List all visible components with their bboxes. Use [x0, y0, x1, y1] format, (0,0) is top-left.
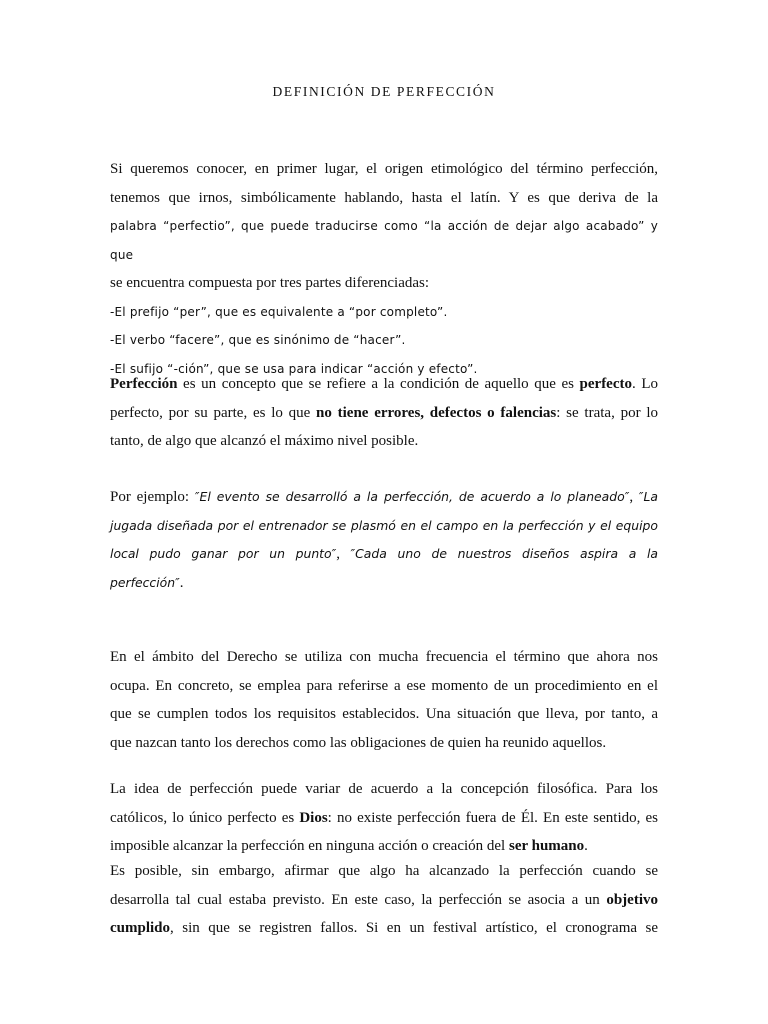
list-item: -El verbo “facere”, que es sinónimo de “hacer”.	[110, 333, 406, 347]
text-run: es un concepto que se refiere a la condición de aquello que es	[177, 376, 580, 392]
text-run: ,	[629, 489, 639, 505]
text-run: : se trata, por lo	[556, 404, 658, 421]
text-run: ,	[336, 546, 351, 562]
example-quote: perfección″	[110, 574, 180, 590]
example-quote: ″El evento se desarrolló a la perfección, de acuerdo a lo planeado″	[194, 489, 630, 504]
text-line	[110, 804, 658, 833]
bold-term: ser humano	[508, 838, 585, 854]
bold-term: cumplido	[110, 920, 171, 936]
text-run: imposible alcanzar la perfección en ninguna acción o creación del	[110, 838, 509, 854]
text-run: perfecto, por su parte, es lo que	[110, 404, 317, 421]
text-line	[110, 886, 658, 915]
text-line	[110, 569, 658, 598]
paragraph-law	[110, 643, 658, 757]
text-line: que se cumplen todos los requisitos establecidos. Una situación que lleva, por tanto, a	[110, 706, 658, 722]
text-line: tanto, de algo que alcanzó el máximo nivel posible.	[110, 433, 419, 449]
bold-term: Dios	[299, 809, 328, 826]
text-run: .	[584, 838, 588, 854]
text-line: tenemos que irnos, simbólicamente hablando, hasta el latín. Y es que deriva de la	[110, 189, 658, 206]
list-item: -El prefijo “per”, que es equivalente a “por completo”.	[110, 304, 448, 319]
paragraph-philosophy	[110, 775, 658, 861]
text-run: Por ejemplo:	[110, 489, 195, 505]
text-line: se encuentra compuesta por tres partes diferenciadas:	[110, 275, 430, 291]
text-line	[110, 399, 658, 428]
text-line	[110, 540, 658, 569]
text-line: Es posible, sin embargo, afirmar que algo ha alcanzado la perfección cuando se	[110, 863, 658, 879]
paragraph-goal	[110, 857, 658, 943]
paragraph-definition	[110, 370, 658, 456]
text-run: : no existe perfección fuera de Él. En este sentido, es	[327, 809, 658, 826]
text-run: .	[179, 574, 184, 591]
paragraph-etymology	[110, 155, 658, 383]
text-line	[110, 914, 658, 943]
bold-term: Perfección	[110, 376, 178, 392]
text-line: ocupa. En concreto, se emplea para referirse a ese momento de un procedimiento en el	[110, 677, 658, 694]
example-quote: local pudo ganar por un punto″	[110, 546, 337, 561]
text-line: que nazcan tanto los derechos como las obligaciones de quien ha reunido aquellos.	[110, 734, 607, 751]
bold-term: objetivo	[606, 891, 658, 908]
text-line: La idea de perfección puede variar de acuerdo a la concepción filosófica. Para los	[110, 781, 658, 797]
page-title: DEFINICIÓN DE PERFECCIÓN	[272, 84, 496, 99]
text-line	[110, 483, 658, 512]
bold-term: no tiene errores, defectos o falencias	[316, 404, 557, 421]
paragraph-examples	[110, 483, 658, 597]
text-line: En el ámbito del Derecho se utiliza con mucha frecuencia el término que ahora nos	[110, 649, 658, 665]
text-line: Si queremos conocer, en primer lugar, el origen etimológico del término perfección,	[110, 161, 658, 177]
list-item: -El sufijo “-ción”, que se usa para indicar “acción y efecto”.	[110, 361, 478, 376]
example-quote: ″La	[638, 489, 659, 504]
example-quote: ″Cada uno de nuestros diseños aspira a la	[350, 546, 658, 561]
example-quote: jugada diseñada por el entrenador se plasmó en el campo en la perfección y el equipo	[110, 517, 658, 533]
text-line: palabra “perfectio”, que puede traducirse como “la acción de dejar algo acabado” y que	[110, 219, 658, 262]
text-run: católicos, lo único perfecto es	[110, 809, 300, 826]
text-run: desarrolla tal cual estaba previsto. En este caso, la perfección se asocia a un	[110, 891, 607, 908]
text-run: , sin que se registren fallos. Si en un festival artístico, el cronograma se	[170, 920, 658, 936]
text-run: . Lo	[632, 376, 658, 392]
bold-term: perfecto	[579, 376, 632, 392]
text-line	[110, 370, 658, 399]
